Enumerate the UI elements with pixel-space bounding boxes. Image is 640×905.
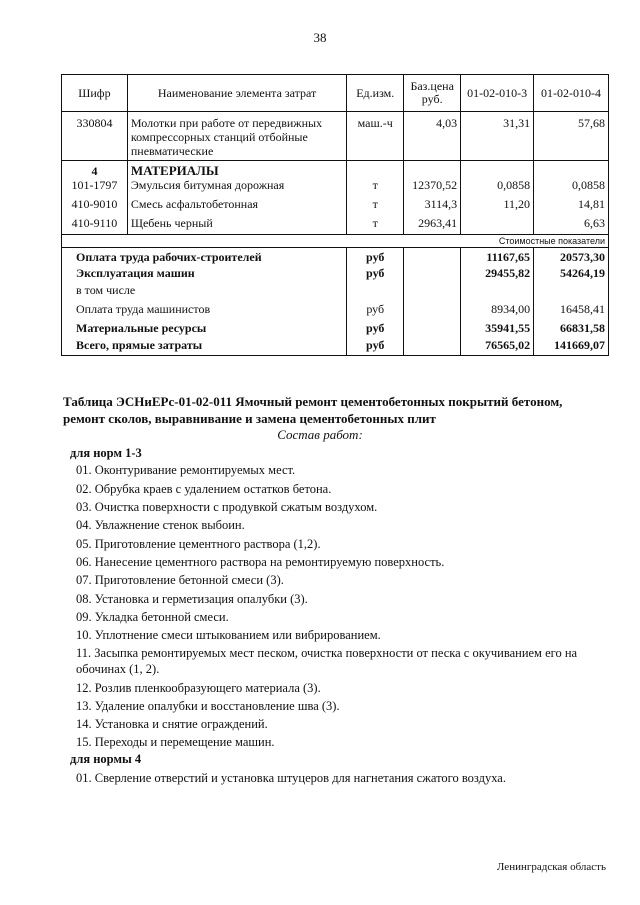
row-base-price: 3114,3: [404, 197, 461, 216]
row-name: МАТЕРИАЛЫ: [127, 161, 346, 179]
list-item: 06. Нанесение цементного раствора на ремонтируемую поверхность.: [76, 555, 445, 569]
row-unit: руб: [347, 319, 404, 338]
header-cell: 01-02-010-3: [461, 75, 534, 112]
list-item: 11. Засыпка ремонтируемых мест песком, очистка поверхности от песка с окучиванием его на обочинах (1, 2).: [76, 646, 578, 676]
list-item: 07. Приготовление бетонной смеси (3).: [76, 573, 284, 587]
row-name: Щебень черный: [127, 216, 346, 234]
row-value-3: 11167,65: [461, 247, 534, 266]
row-value-3: 29455,82: [461, 266, 534, 283]
row-name: Оплата труда машинистов: [62, 300, 347, 319]
header-cell: 01-02-010-4: [534, 75, 609, 112]
page-number: 38: [313, 30, 327, 45]
list-item: 10. Уплотнение смеси штыкованием или вибрированием.: [76, 628, 381, 642]
row-value-4: 16458,41: [534, 300, 609, 319]
table-row: [62, 178, 609, 197]
row-value-3: [461, 216, 534, 234]
row-unit: т: [347, 178, 404, 197]
cost-indicators-row: [62, 234, 609, 247]
row-name: Смесь асфальтобетонная: [127, 197, 346, 216]
table-row: [62, 266, 609, 283]
row-value-4: 14,81: [534, 197, 609, 216]
row-value-4: 66831,58: [534, 319, 609, 338]
row-value-4: 0,0858: [534, 178, 609, 197]
header-cell: Ед.изм.: [347, 75, 404, 112]
norm-group-label: для норм 1-3: [70, 446, 142, 460]
row-unit: руб: [347, 247, 404, 266]
row-value-3: 11,20: [461, 197, 534, 216]
row-value-3: 8934,00: [461, 300, 534, 319]
row-name: Всего, прямые затраты: [62, 338, 347, 355]
header-cell: Наименование элемента затрат: [127, 75, 346, 112]
table-row: [62, 338, 609, 355]
cost-table: [61, 74, 609, 356]
table-row: [62, 300, 609, 319]
row-value-4: 141669,07: [534, 338, 609, 355]
footer-region: Ленинградская область: [496, 861, 606, 873]
row-unit: т: [347, 197, 404, 216]
cost-indicators-label: Стоимостные показатели: [62, 234, 609, 247]
row-value-3: 31,31: [461, 112, 534, 161]
row-code: 410-9010: [62, 197, 128, 216]
table-row: [62, 216, 609, 234]
table-row: [62, 283, 609, 300]
row-name: Эмульсия битумная дорожная: [127, 178, 346, 197]
row-unit: руб: [347, 300, 404, 319]
list-item: 13. Удаление опалубки и восстановление шва (3).: [76, 699, 340, 713]
table-row: [62, 319, 609, 338]
section-subtitle: Состав работ:: [277, 427, 363, 442]
list-item: 04. Увлажнение стенок выбоин.: [76, 518, 245, 532]
row-base-price: 4,03: [404, 112, 461, 161]
row-name: в том числе: [62, 283, 347, 300]
row-unit: маш.-ч: [347, 112, 404, 161]
row-value-3: 0,0858: [461, 178, 534, 197]
list-item: 01. Оконтуривание ремонтируемых мест.: [76, 463, 296, 477]
list-item: 02. Обрубка краев с удалением остатков бетона.: [76, 482, 332, 496]
list-item: 08. Установка и герметизация опалубки (3).: [76, 592, 308, 606]
row-unit: т: [347, 216, 404, 234]
row-unit: руб: [347, 338, 404, 355]
row-name: Молотки при работе от передвижных компрессорных станций отбойные пневматические: [127, 112, 346, 161]
row-value-3: 76565,02: [461, 338, 534, 355]
row-code: 4: [62, 161, 128, 179]
table-row: [62, 247, 609, 266]
norm-group-label: для нормы 4: [70, 752, 142, 766]
table-header-row: [62, 75, 609, 112]
list-item: 01. Сверление отверстий и установка штуцеров для нагнетания сжатого воздуха.: [76, 771, 506, 785]
header-cell: Шифр: [62, 75, 128, 112]
row-code: 101-1797: [62, 178, 128, 197]
list-item: 05. Приготовление цементного раствора (1,2).: [76, 537, 321, 551]
list-item: 12. Розлив пленкообразующего материала (3).: [76, 681, 321, 695]
list-item: 15. Переходы и перемещение машин.: [76, 735, 275, 749]
row-name: Материальные ресурсы: [62, 319, 347, 338]
row-unit: руб: [347, 266, 404, 283]
row-value-4: 6,63: [534, 216, 609, 234]
list-item: 03. Очистка поверхности с продувкой сжатым воздухом.: [76, 500, 378, 514]
row-code: 330804: [62, 112, 128, 161]
table-row: [62, 197, 609, 216]
row-name: Оплата труда рабочих-строителей: [62, 247, 347, 266]
list-item: 09. Укладка бетонной смеси.: [76, 610, 229, 624]
row-name: Эксплуатация машин: [62, 266, 347, 283]
table-row: [62, 112, 609, 161]
row-base-price: 2963,41: [404, 216, 461, 234]
section-title: Таблица ЭСНиЕРс-01-02-011 Ямочный ремонт цементобетонных покрытий бетоном, ремонт сколов, выравнивание и замена цементобетонных плит: [63, 394, 563, 426]
row-code: 410-9110: [62, 216, 128, 234]
row-value-4: 54264,19: [534, 266, 609, 283]
materials-header-row: [62, 161, 609, 179]
row-base-price: 12370,52: [404, 178, 461, 197]
row-value-4: 20573,30: [534, 247, 609, 266]
list-item: 14. Установка и снятие ограждений.: [76, 717, 268, 731]
row-value-4: 57,68: [534, 112, 609, 161]
header-cell: Баз.цена руб.: [404, 75, 461, 112]
row-value-3: 35941,55: [461, 319, 534, 338]
